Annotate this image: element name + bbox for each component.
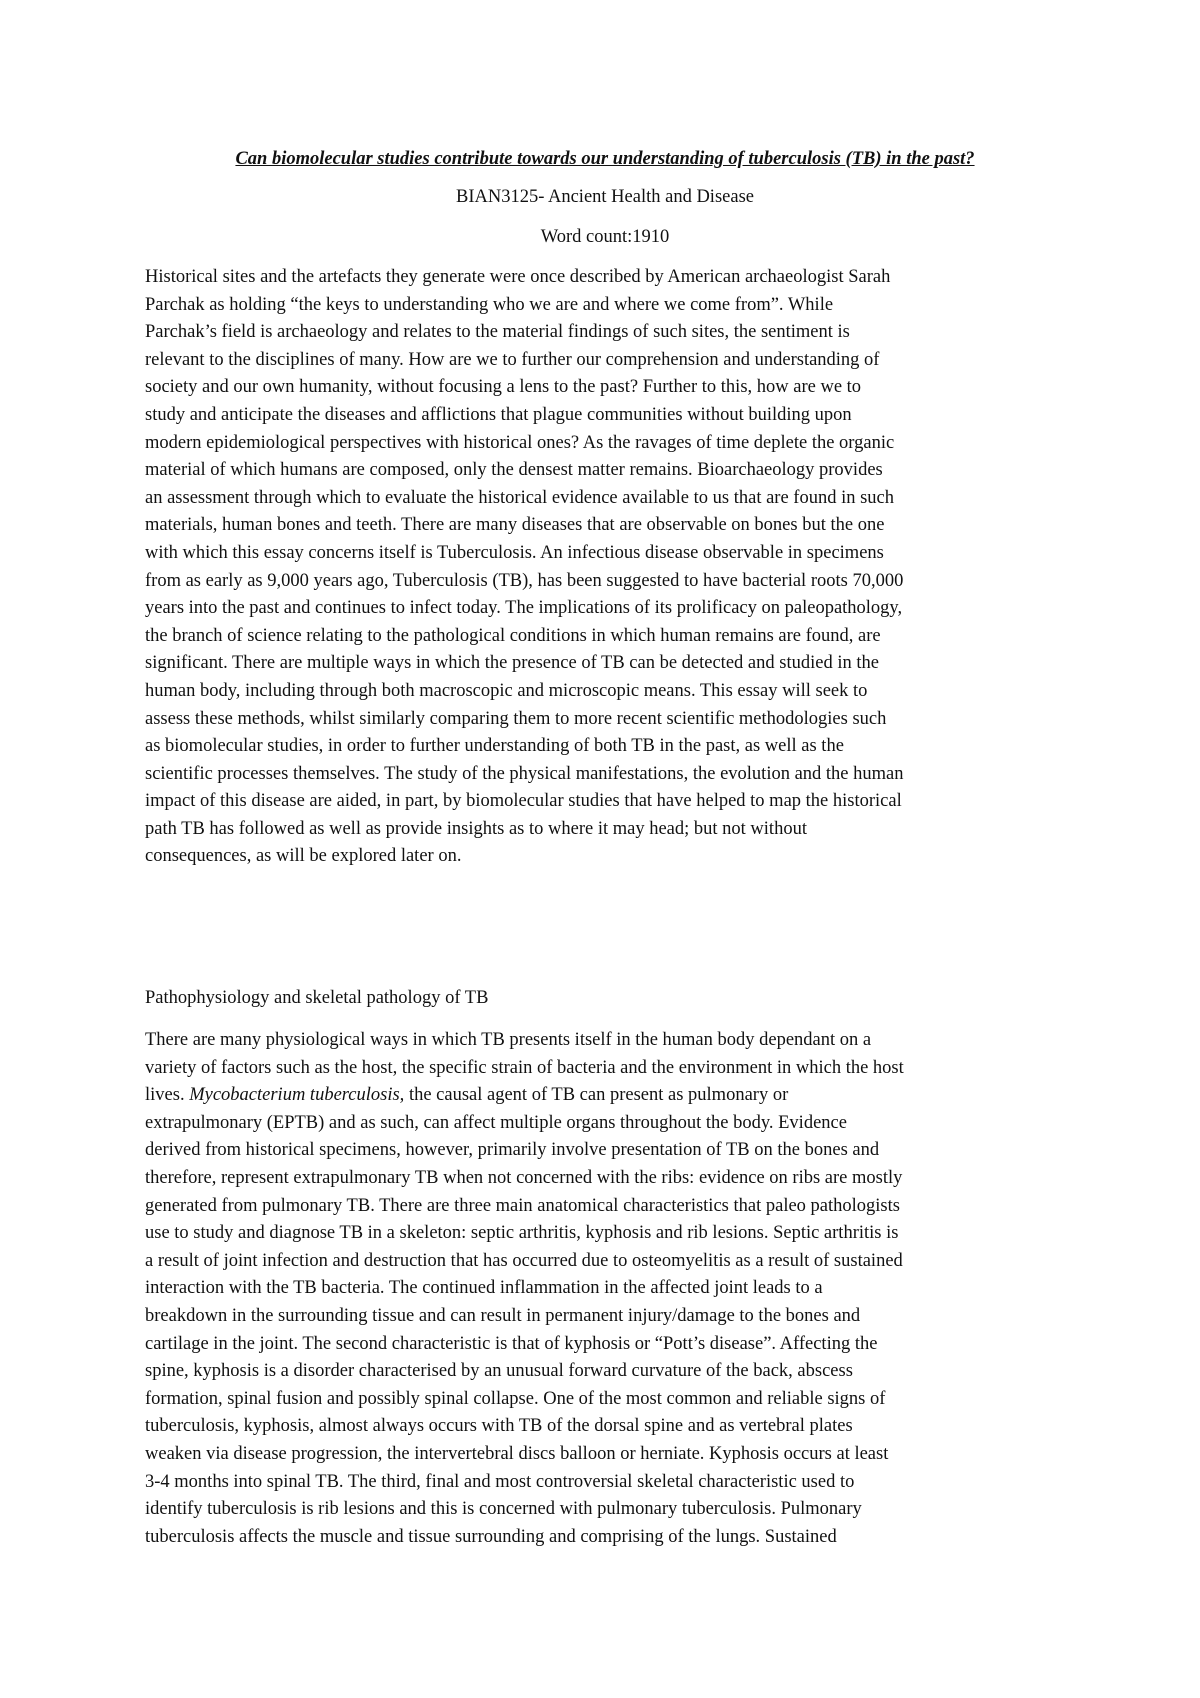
text-line: weaken via disease progression, the intervertebral discs balloon or herniate. Kyphosis occurs at least xyxy=(145,1443,889,1464)
word-count: Word count:1910 xyxy=(540,227,670,247)
text-line: tuberculosis affects the muscle and tissue surrounding and comprising of the lungs. Sustained xyxy=(145,1526,837,1547)
text-line: There are many physiological ways in which TB presents itself in the human body dependant on a xyxy=(145,1030,872,1051)
text-line: from as early as 9,000 years ago, Tuberculosis (TB), has been suggested to have bacterial roots 70,000 xyxy=(145,570,904,591)
intro-paragraph xyxy=(145,264,1065,871)
text-line: derived from historical specimens, however, primarily involve presentation of TB on the bones and xyxy=(145,1140,880,1161)
text-line: formation, spinal fusion and possibly spinal collapse. One of the most common and reliable signs of xyxy=(145,1388,886,1409)
text-line: variety of factors such as the host, the specific strain of bacteria and the environment in which the host xyxy=(145,1057,904,1078)
text-line: scientific processes themselves. The study of the physical manifestations, the evolution and the human xyxy=(145,763,904,784)
text-line: material of which humans are composed, only the densest matter remains. Bioarchaeology provides xyxy=(145,460,883,481)
text-line: Parchak as holding “the keys to understanding who we are and where we come from”. While xyxy=(145,294,834,315)
text-line: the branch of science relating to the pathological conditions in which human remains are found, are xyxy=(145,625,881,646)
text-line: with which this essay concerns itself is Tuberculosis. An infectious disease observable in specimens xyxy=(145,542,884,563)
text-line: study and anticipate the diseases and afflictions that plague communities without building upon xyxy=(145,404,852,425)
text-line: therefore, represent extrapulmonary TB when not concerned with the ribs: evidence on ribs are mostly xyxy=(145,1168,903,1189)
text-line: assess these methods, whilst similarly comparing them to more recent scientific methodologies such xyxy=(145,708,887,729)
text-line: 3-4 months into spinal TB. The third, final and most controversial skeletal characteristic used to xyxy=(145,1471,855,1492)
text-fragment: lives. xyxy=(145,1085,190,1106)
text-line: use to study and diagnose TB in a skeleton: septic arthritis, kyphosis and rib lesions. Septic arthritis is xyxy=(145,1223,899,1244)
module-code: BIAN3125- Ancient Health and Disease xyxy=(456,187,754,207)
text-line: Historical sites and the artefacts they generate were once described by American archaeologist Sarah xyxy=(145,267,891,287)
text-line: an assessment through which to evaluate the historical evidence available to us that are found in such xyxy=(145,487,895,508)
text-line: materials, human bones and teeth. There are many diseases that are observable on bones but the one xyxy=(145,515,885,536)
text-line: extrapulmonary (EPTB) and as such, can affect multiple organs throughout the body. Evidence xyxy=(145,1112,847,1133)
text-line: cartilage in the joint. The second characteristic is that of kyphosis or “Pott’s disease”. Affecting the xyxy=(145,1333,878,1354)
text-line: years into the past and continues to infect today. The implications of its prolificacy on paleopathology, xyxy=(145,598,903,619)
text-line: relevant to the disciplines of many. How are we to further our comprehension and understanding of xyxy=(145,349,880,370)
text-line: interaction with the TB bacteria. The continued inflammation in the affected joint leads to a xyxy=(145,1278,823,1299)
text-line: identify tuberculosis is rib lesions and this is concerned with pulmonary tuberculosis. Pulmonary xyxy=(145,1499,862,1520)
text-line: tuberculosis, kyphosis, almost always occurs with TB of the dorsal spine and as vertebral plates xyxy=(145,1416,853,1437)
species-name: Mycobacterium tuberculosis, xyxy=(189,1085,405,1106)
text-line: spine, kyphosis is a disorder characterised by an unusual forward curvature of the back, abscess xyxy=(145,1361,853,1382)
section-paragraph xyxy=(145,1027,1065,1551)
text-line: generated from pulmonary TB. There are three main anatomical characteristics that paleo pathologists xyxy=(145,1195,900,1216)
document-page xyxy=(145,140,1065,1551)
document-title: Can biomolecular studies contribute towards our understanding of tuberculosis (TB) in the past? xyxy=(235,149,975,169)
text-line: impact of this disease are aided, in part, by biomolecular studies that have helped to map the historical xyxy=(145,791,902,812)
text-line: as biomolecular studies, in order to further understanding of both TB in the past, as well as the xyxy=(145,736,844,757)
text-line: consequences, as will be explored later on. xyxy=(145,846,462,867)
text-line: Parchak’s field is archaeology and relates to the material findings of such sites, the sentiment is xyxy=(145,322,850,343)
text-line: significant. There are multiple ways in which the presence of TB can be detected and studied in the xyxy=(145,653,879,674)
text-line xyxy=(145,1082,1065,1110)
text-line: breakdown in the surrounding tissue and can result in permanent injury/damage to the bones and xyxy=(145,1306,861,1326)
text-line: path TB has followed as well as provide insights as to where it may head; but not without xyxy=(145,818,807,839)
text-line: a result of joint infection and destruction that has occurred due to osteomyelitis as a result of sustained xyxy=(145,1250,903,1271)
text-line: society and our own humanity, without focusing a lens to the past? Further to this, how are we to xyxy=(145,377,862,398)
text-fragment: the causal agent of TB can present as pulmonary or xyxy=(404,1085,789,1106)
text-line: modern epidemiological perspectives with historical ones? As the ravages of time deplete the organic xyxy=(145,432,895,453)
section-heading: Pathophysiology and skeletal pathology of TB xyxy=(145,988,489,1009)
text-line: human body, including through both macroscopic and microscopic means. This essay will seek to xyxy=(145,680,868,701)
